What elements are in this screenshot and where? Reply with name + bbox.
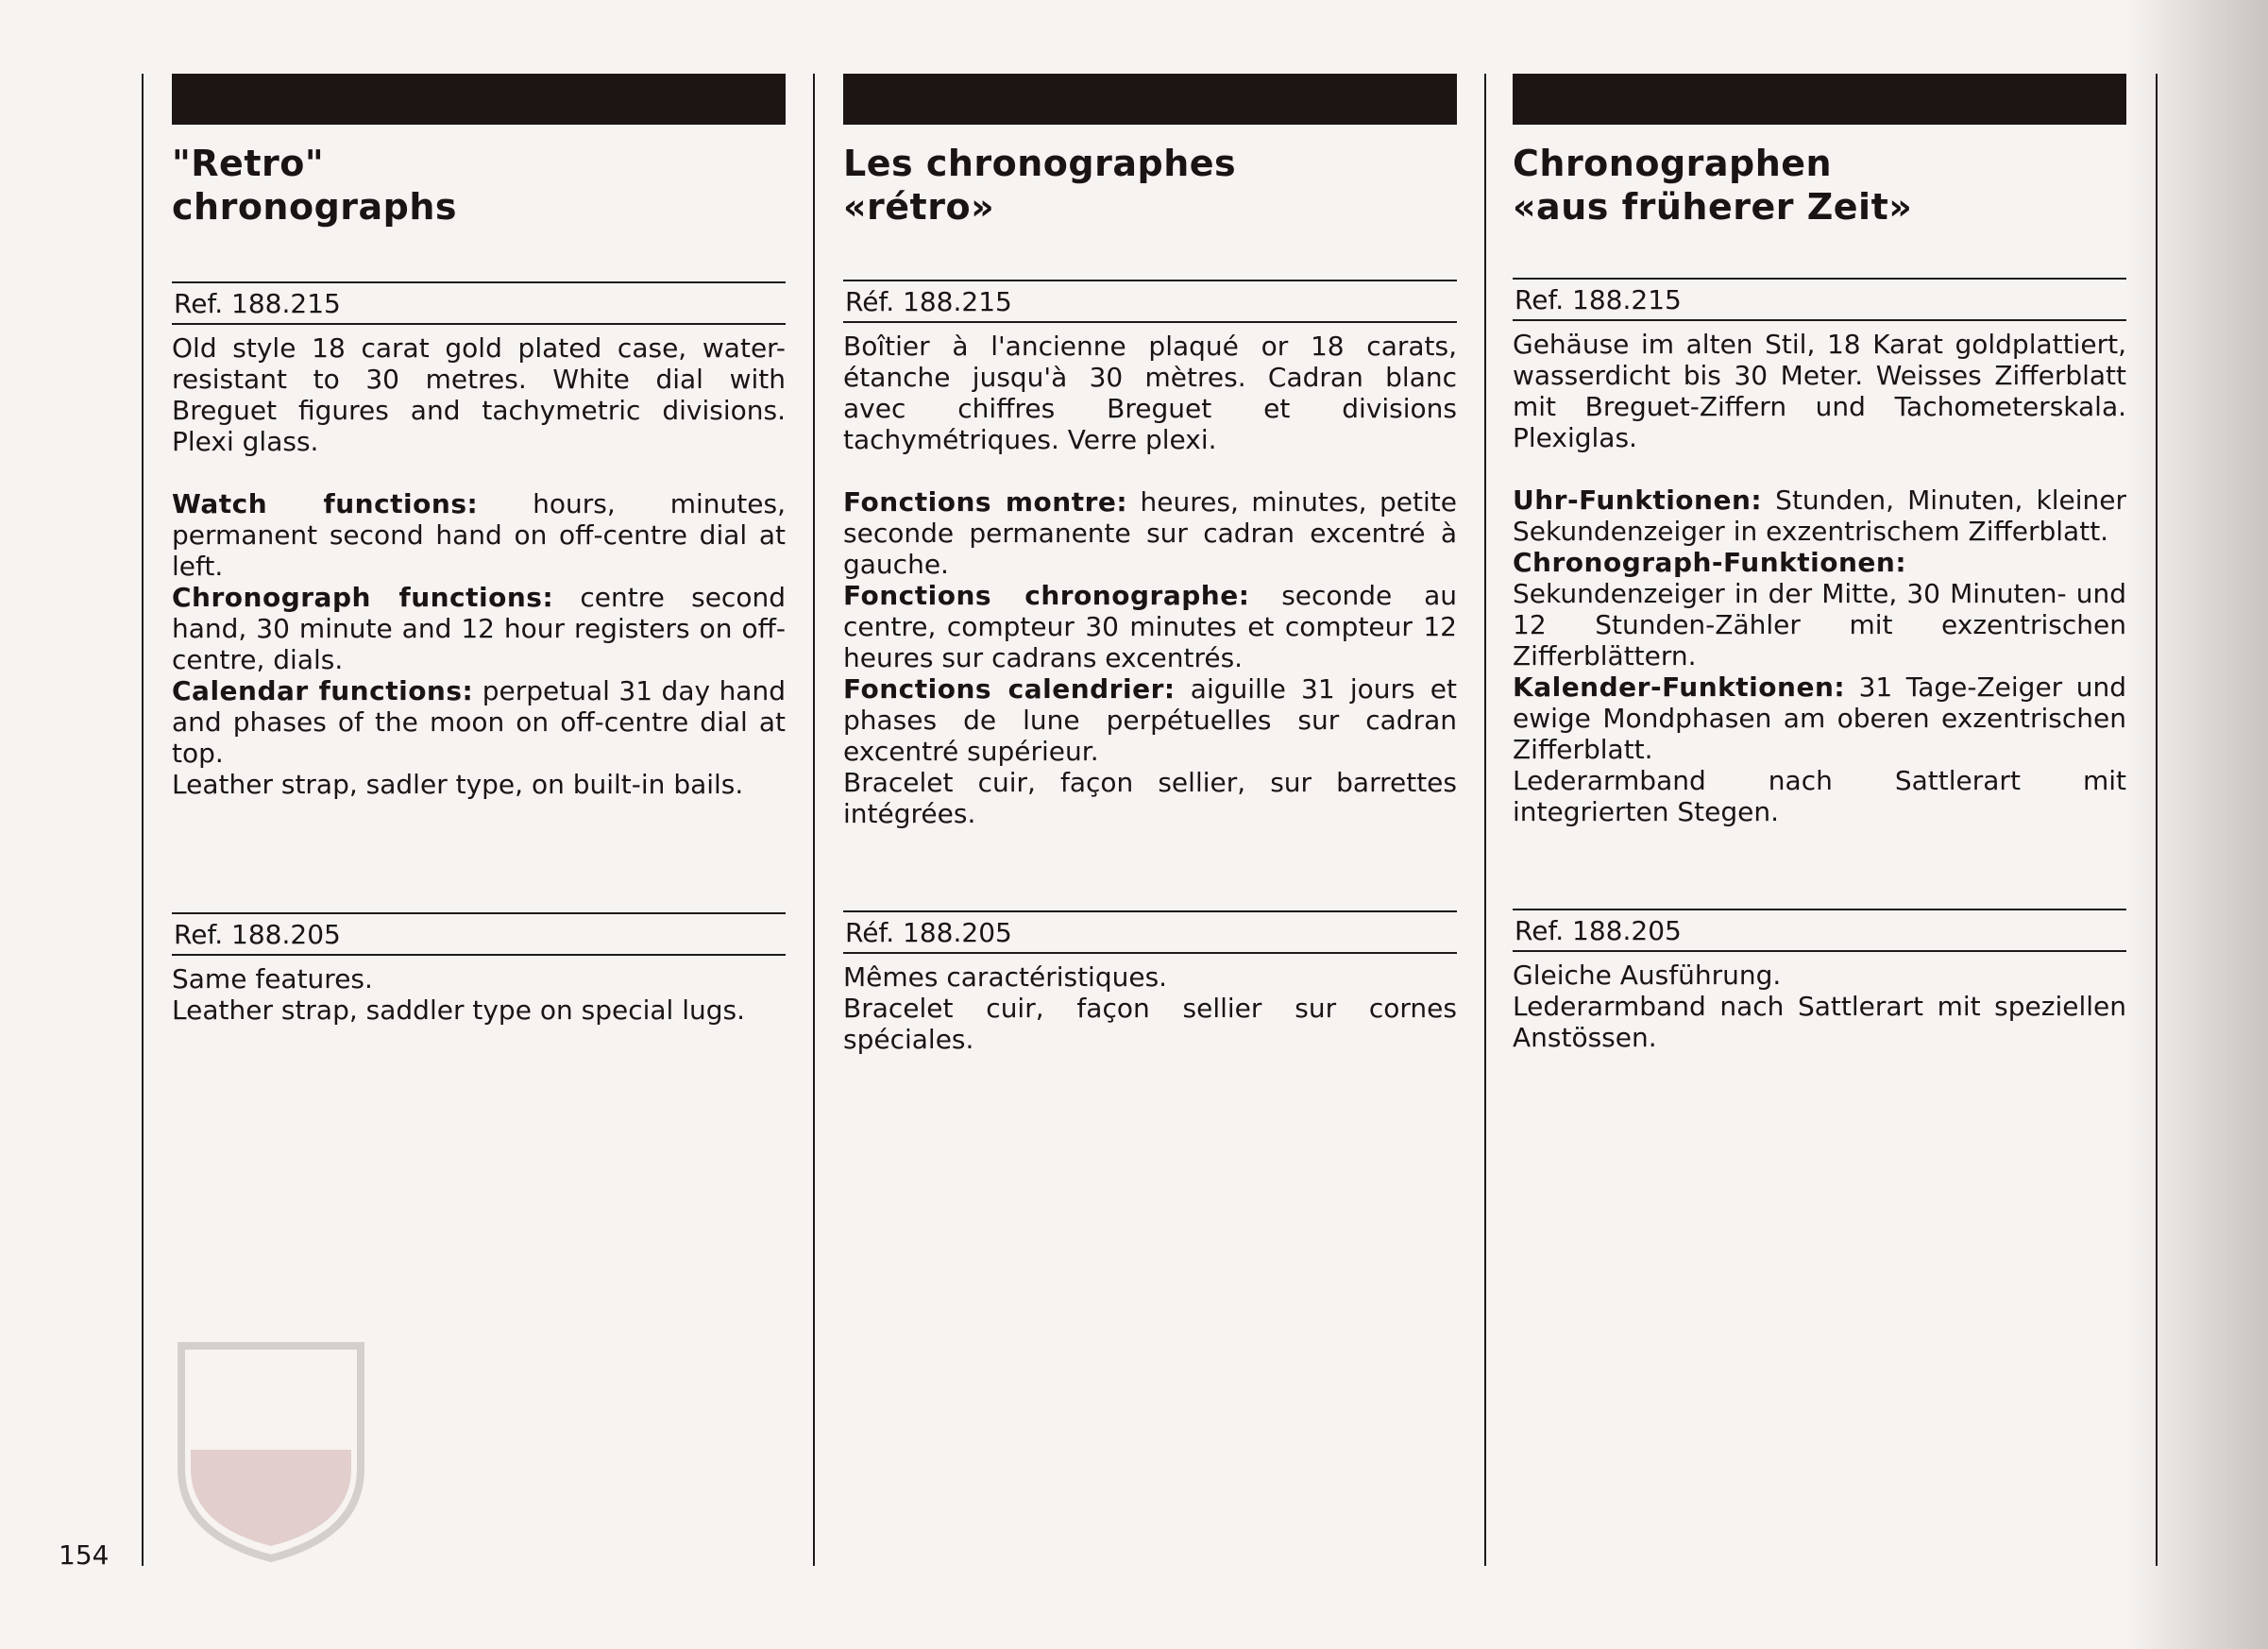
page-number: 154 [59, 1539, 110, 1571]
description [172, 963, 786, 1026]
watch-functions-text: Stunden, Minuten, kleiner Sekundenzeiger in exzentrischem Zifferblatt. [1513, 484, 2126, 547]
column-rule-left [142, 74, 144, 1566]
column-english [172, 74, 786, 1026]
column-rule-right [2156, 74, 2158, 1566]
calendar-functions-label: Fonctions calendrier: [843, 673, 1176, 705]
calendar-functions [843, 673, 1457, 767]
calendar-functions-text: aiguille 31 jours et phases de lune perpétuelles sur cadran excentré supérieur. [843, 673, 1457, 767]
watch-functions [843, 486, 1457, 580]
case-description: Boîtier à l'ancienne plaqué or 18 carats, étanche jusqu'à 30 mètres. Cadran blanc avec chiffres Breguet et divisions tachymétriques. Verre plexi. [843, 331, 1457, 455]
divider [172, 323, 786, 325]
calendar-functions [172, 675, 786, 769]
title-line-2: chronographs [172, 186, 458, 228]
header-bar [843, 74, 1457, 125]
chronograph-functions-label: Chronograph functions: [172, 582, 554, 613]
strap-description: Lederarmband nach Sattlerart mit integrierten Stegen. [1513, 765, 2126, 827]
calendar-functions-text: 31 Tage-Zeiger und ewige Mondphasen am oberen exzentrischen Zifferblatt. [1513, 672, 2126, 765]
divider [1513, 319, 2126, 321]
calendar-functions [1513, 672, 2126, 765]
column-title [843, 142, 1457, 229]
chronograph-functions-label: Chronograph-Funktionen: [1513, 547, 1907, 578]
watch-functions-text: heures, minutes, petite seconde permanente sur cadran excentré à gauche. [843, 486, 1457, 580]
watch-functions [172, 488, 786, 582]
header-bar [172, 74, 786, 125]
reference-number: Ref. 188.215 [174, 288, 341, 319]
strap-line: Leather strap, saddler type on special lugs. [172, 994, 745, 1026]
reference-number: Ref. 188.205 [1515, 915, 1682, 946]
watch-functions-label: Watch functions: [172, 488, 479, 519]
ref-section-188-215 [843, 280, 1457, 829]
watch-functions [1513, 484, 2126, 547]
calendar-functions-label: Kalender-Funktionen: [1513, 672, 1846, 703]
watch-functions-label: Uhr-Funktionen: [1513, 484, 1763, 516]
reference-number: Réf. 188.215 [845, 286, 1012, 317]
title-line-2: «rétro» [843, 186, 995, 228]
strap-description: Bracelet cuir, façon sellier, sur barrettes intégrées. [843, 767, 1457, 829]
calendar-functions-label: Calendar functions: [172, 675, 474, 706]
title-line-1: Chronographen [1513, 143, 1833, 184]
features-line: Same features. [172, 963, 373, 994]
ref-section-188-205 [843, 910, 1457, 1055]
column-german [1513, 74, 2126, 1053]
description [172, 332, 786, 800]
divider [843, 321, 1457, 323]
reference-number: Ref. 188.215 [1515, 284, 1682, 315]
header-bar [1513, 74, 2126, 125]
case-description: Gehäuse im alten Stil, 18 Karat goldplattiert, wasserdicht bis 30 Meter. Weisses Zifferblatt mit Breguet-Ziffern und Tachometerskala. Plexiglas. [1513, 329, 2126, 453]
strap-description: Leather strap, sadler type, on built-in bails. [172, 769, 744, 800]
ref-section-188-215 [1513, 278, 2126, 827]
title-line-1: "Retro" [172, 143, 325, 184]
chronograph-functions [843, 580, 1457, 673]
calendar-functions-text: perpetual 31 day hand and phases of the moon on off-centre dial at top. [172, 675, 786, 769]
case-description: Old style 18 carat gold plated case, water-resistant to 30 metres. White dial with Breguet figures and tachymetric divisions. Plexi glass. [172, 332, 786, 457]
page-edge-shadow [2126, 0, 2268, 1649]
chronograph-functions-text: seconde au centre, compteur 30 minutes et compteur 12 heures sur cadrans excentrés. [843, 580, 1457, 673]
strap-line: Lederarmband nach Sattlerart mit speziellen Anstössen. [1513, 991, 2126, 1053]
chronograph-functions [172, 582, 786, 675]
description [843, 331, 1457, 829]
description [1513, 329, 2126, 827]
chronograph-functions-text: Sekundenzeiger in der Mitte, 30 Minuten- und 12 Stunden-Zähler mit exzentrischen Zifferblättern. [1513, 578, 2126, 672]
column-title [1513, 142, 2126, 229]
ref-section-188-215 [172, 281, 786, 800]
strap-line: Bracelet cuir, façon sellier sur cornes spéciales. [843, 993, 1457, 1055]
divider [1513, 950, 2126, 952]
reference-number: Ref. 188.205 [174, 919, 341, 950]
brand-logo-watermark [162, 1327, 380, 1563]
watch-functions-text: hours, minutes, permanent second hand on off-centre dial at left. [172, 488, 786, 582]
description [1513, 960, 2126, 1053]
divider [172, 954, 786, 956]
column-title [172, 142, 786, 229]
ref-section-188-205 [172, 912, 786, 1026]
chronograph-functions-text: centre second hand, 30 minute and 12 hour registers on off-centre, dials. [172, 582, 786, 675]
chronograph-functions [1513, 547, 2126, 672]
chronograph-functions-label: Fonctions chronographe: [843, 580, 1250, 611]
title-line-2: «aus früherer Zeit» [1513, 186, 1913, 228]
title-line-1: Les chronographes [843, 143, 1237, 184]
watch-functions-label: Fonctions montre: [843, 486, 1128, 518]
features-line: Gleiche Ausführung. [1513, 960, 1782, 991]
ref-section-188-205 [1513, 909, 2126, 1053]
column-rule-middle-left [813, 74, 815, 1566]
reference-number: Réf. 188.205 [845, 917, 1012, 948]
divider [843, 952, 1457, 954]
features-line: Mêmes caractéristiques. [843, 961, 1168, 993]
description [843, 961, 1457, 1055]
column-rule-middle-right [1484, 74, 1486, 1566]
column-french [843, 74, 1457, 1055]
